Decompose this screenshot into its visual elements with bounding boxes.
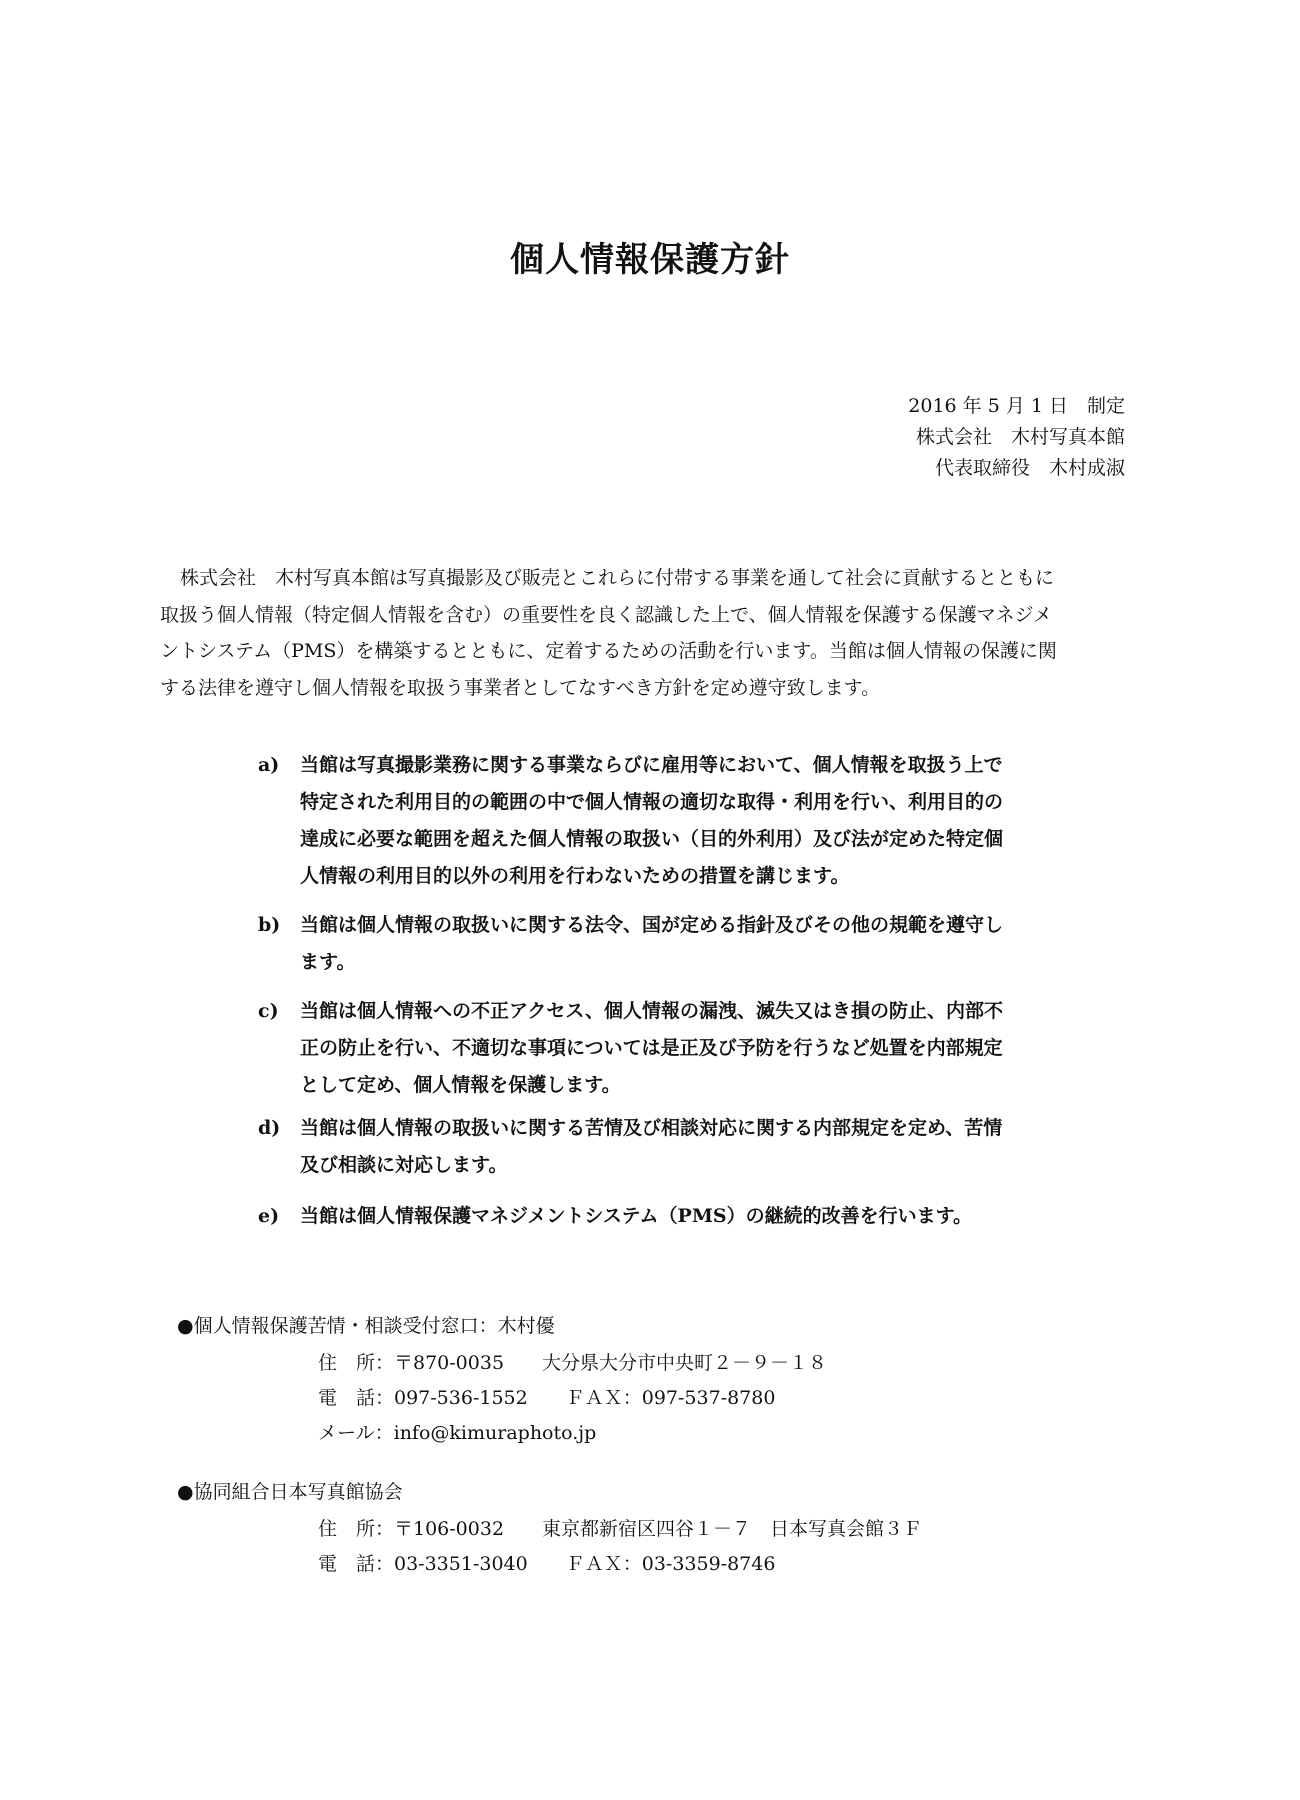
contact-heading: ●個人情報保護苦情・相談受付窓口：木村優 [177, 1315, 555, 1337]
policy-line: として定め、個人情報を保護します。 [300, 1074, 621, 1096]
contact-line: 電 話：097-536-1552 ＦＡＸ：097-537-8780 [318, 1387, 776, 1409]
policy-line: 特定された利用目的の範囲の中で個人情報の適切な取得・利用を行い、利用目的の [300, 791, 1004, 813]
policy-line: 正の防止を行い、不適切な事項については是正及び予防を行うなど処置を内部規定 [300, 1037, 1003, 1059]
intro-line: ントシステム（PMS）を構築するとともに、定着するための活動を行います。当館は個人情報の保護に関 [160, 640, 1057, 662]
contact-line: 住 所：〒870-0035 大分県大分市中央町２－９－１８ [318, 1352, 828, 1374]
intro-line: する法律を遵守し個人情報を取扱う事業者としてなすべき方針を定め遵守致します。 [160, 677, 881, 699]
contact-line: 電 話：03-3351-3040 ＦＡＸ：03-3359-8746 [318, 1553, 776, 1575]
policy-label: b) [258, 914, 281, 936]
policy-label: a) [258, 754, 280, 776]
intro-line: 取扱う個人情報（特定個人情報を含む）の重要性を良く認識した上で、個人情報を保護する保護マネジメ [160, 604, 1053, 626]
policy-line: 当館は個人情報の取扱いに関する法令、国が定める指針及びその他の規範を遵守し [300, 914, 1004, 936]
contact-line: 住 所：〒106-0032 東京都新宿区四谷１－７ 日本写真会館３Ｆ [318, 1518, 923, 1540]
policy-line: ます。 [300, 951, 356, 973]
policy-line: 人情報の利用目的以外の利用を行わないための措置を講じます。 [300, 865, 850, 887]
policy-label: d) [258, 1117, 281, 1139]
policy-label: e) [258, 1205, 280, 1227]
company-name: 株式会社 木村写真本館 [915, 426, 1125, 448]
policy-label: c) [258, 1000, 279, 1022]
policy-line: 当館は個人情報への不正アクセス、個人情報の漏洩、滅失又はき損の防止、内部不 [300, 1000, 1004, 1022]
contact-line: メール：info@kimuraphoto.jp [318, 1422, 597, 1444]
policy-line: 当館は写真撮影業務に関する事業ならびに雇用等において、個人情報を取扱う上で [300, 754, 1003, 776]
intro-line: 株式会社 木村写真本館は写真撮影及び販売とこれらに付帯する事業を通して社会に貢献するとともに [180, 567, 1055, 589]
policy-line: 達成に必要な範囲を超えた個人情報の取扱い（目的外利用）及び法が定めた特定個 [300, 828, 1004, 850]
contact-heading: ●協同組合日本写真館協会 [177, 1481, 403, 1503]
policy-line: 当館は個人情報の取扱いに関する苦情及び相談対応に関する内部規定を定め、苦情 [300, 1117, 1003, 1139]
policy-line: 当館は個人情報保護マネジメントシステム（PMS）の継続的改善を行います。 [300, 1205, 973, 1227]
representative: 代表取締役 木村成淑 [934, 457, 1125, 479]
enactment-date: 2016 年 5 月 1 日 制定 [908, 395, 1125, 417]
page-title: 個人情報保護方針 [510, 240, 790, 280]
policy-line: 及び相談に対応します。 [300, 1154, 508, 1176]
